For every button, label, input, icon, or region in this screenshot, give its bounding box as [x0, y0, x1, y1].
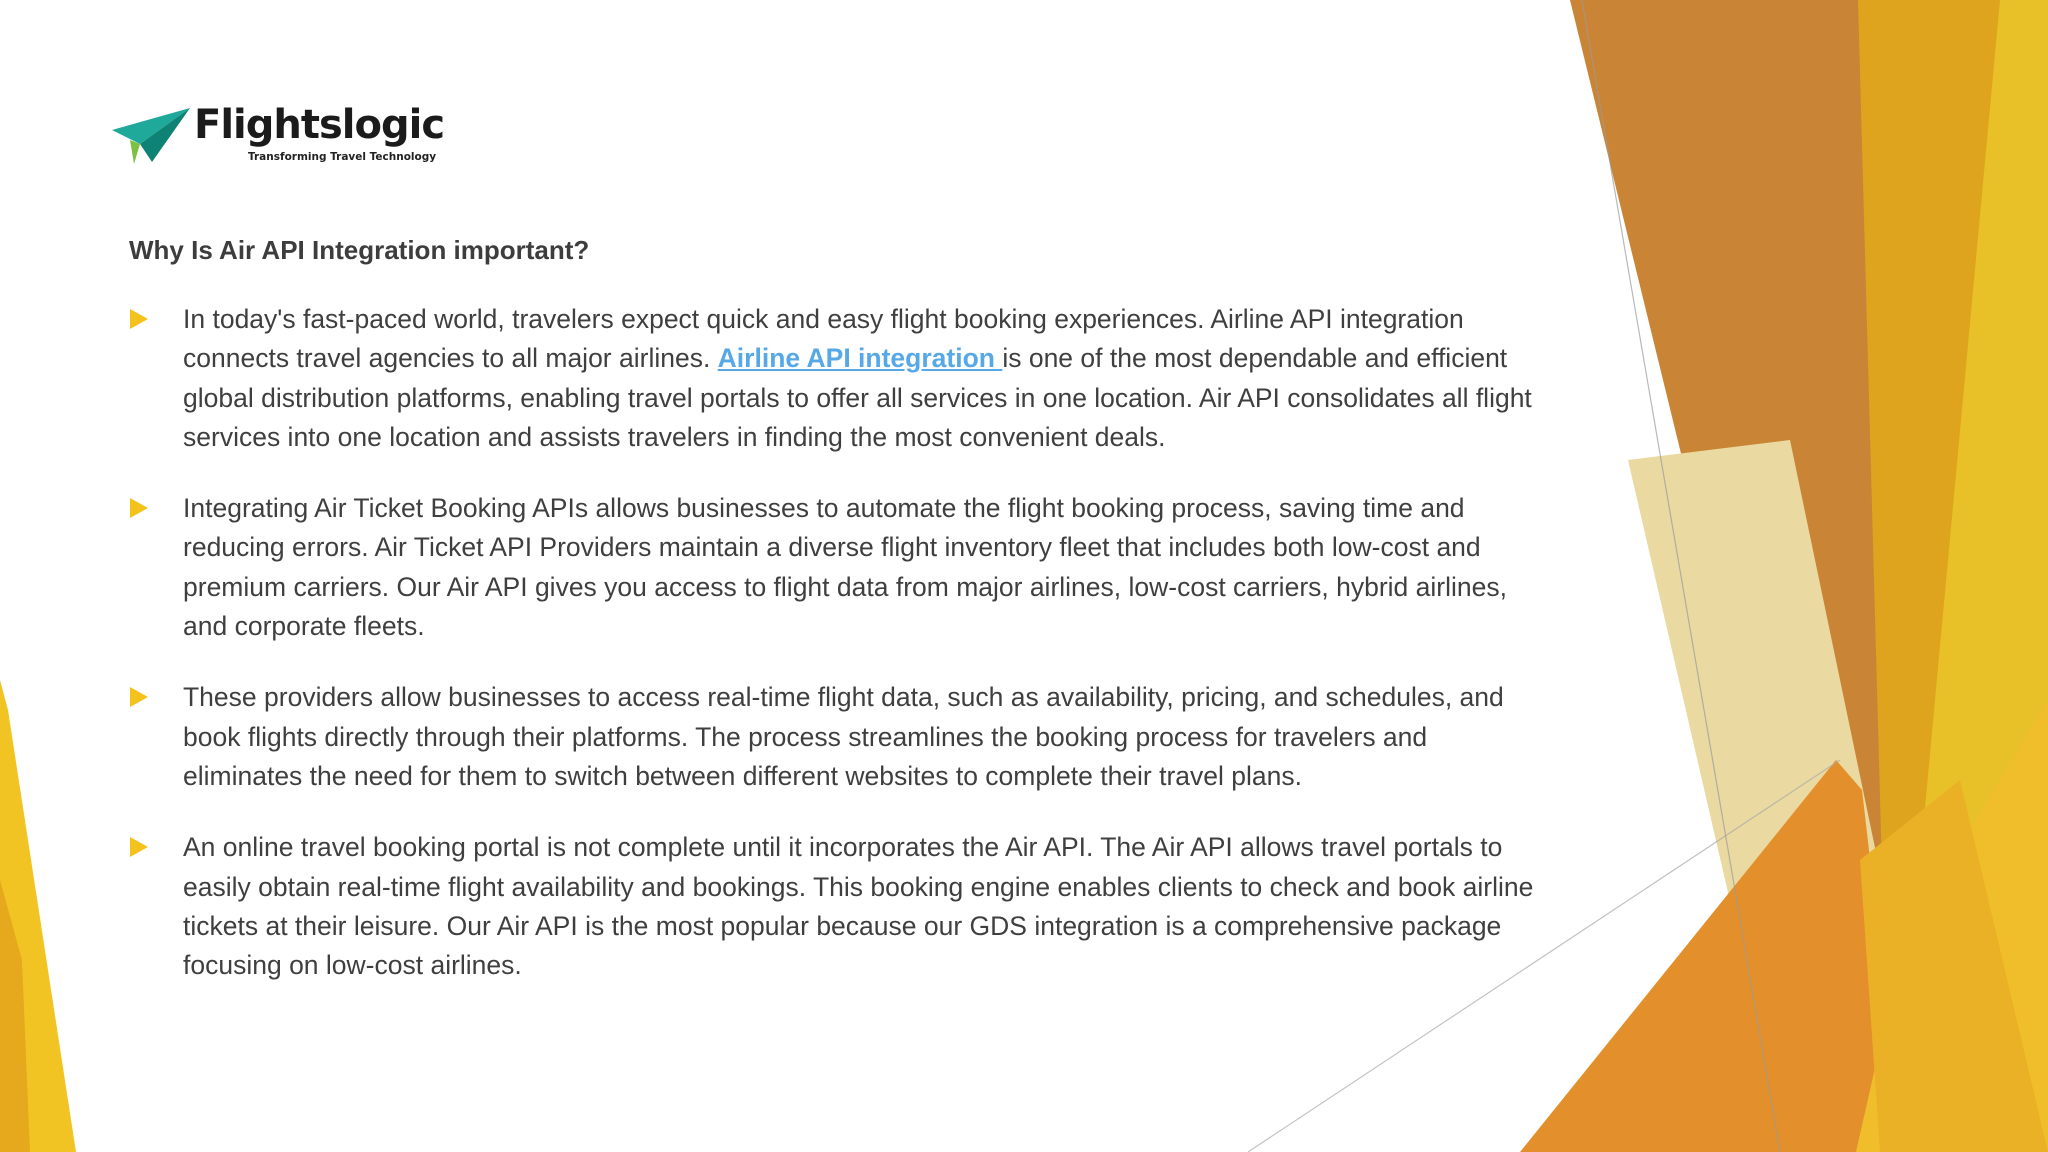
bullet-text-after-link: is one of the most dependable and efficient global distribution platforms, enabling travel portals to offer all services in one location. Air API consolidates all flight services into one location and assists travelers in finding the most convenient deals. [183, 343, 1532, 452]
bullet-arrow-icon [130, 309, 148, 329]
bullet-item [129, 828, 1549, 985]
bullet-list [129, 300, 1549, 1017]
bullet-text: These providers allow businesses to access real-time flight data, such as availability, pricing, and schedules, and book flights directly through their platforms. The process streamlines the booking process for travelers and eliminates the need for them to switch between different websites to complete their travel plans. [183, 682, 1504, 791]
bullet-arrow-icon [130, 687, 148, 707]
bullet-item [129, 489, 1549, 646]
bullet-item [129, 300, 1549, 457]
brand-tagline: Transforming Travel Technology [248, 151, 437, 163]
bullet-arrow-icon [130, 837, 148, 857]
airline-api-integration-link[interactable]: Airline API integration [717, 343, 1003, 374]
bullet-text: An online travel booking portal is not complete until it incorporates the Air API. The Air API allows travel portals to easily obtain real-time flight availability and bookings. This booking engine enables clients to check and book airline tickets at their leisure. Our Air API is the most popular because our GDS integration is a comprehensive package focusing on low-cost airlines. [183, 832, 1534, 981]
bullet-text-before-link: In today's fast-paced world, travelers expect quick and easy flight booking experiences. Airline API integration connects travel agencies to all major airlines. [183, 304, 1464, 374]
brand-logo [112, 100, 445, 170]
bullet-arrow-icon [130, 498, 148, 518]
slide-heading: Why Is Air API Integration important? [129, 235, 590, 265]
bullet-text: Integrating Air Ticket Booking APIs allows businesses to automate the flight booking process, saving time and reducing errors. Air Ticket API Providers maintain a diverse flight inventory fleet that includes both low-cost and premium carriers. Our Air API gives you access to flight data from major airlines, low-cost carriers, hybrid airlines, and corporate fleets. [183, 493, 1507, 642]
paper-plane-logo-icon [112, 104, 192, 164]
brand-name: Flightslogic [194, 102, 445, 148]
bullet-item [129, 678, 1549, 796]
